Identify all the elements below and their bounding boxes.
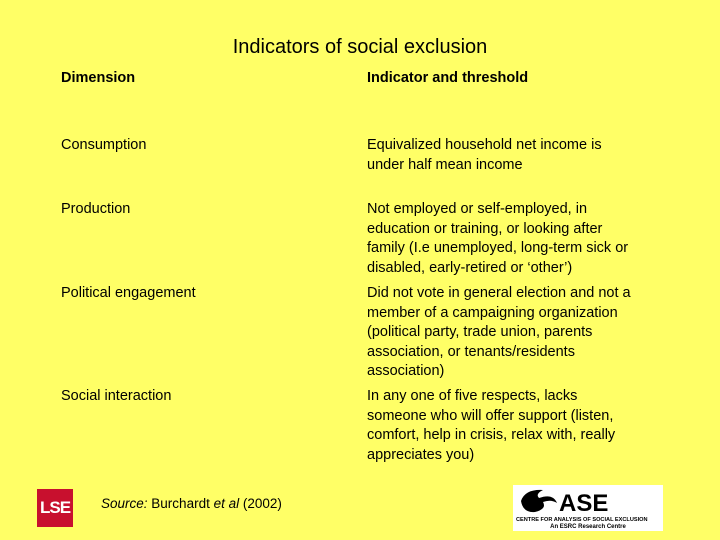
page-title: Indicators of social exclusion	[232, 36, 488, 58]
indicator-line: association)	[367, 363, 445, 379]
row-dimension: Political engagement	[61, 285, 196, 301]
indicator-line: Equivalized household net income is	[367, 137, 602, 153]
row-dimension: Social interaction	[61, 388, 172, 404]
indicator-line: association, or tenants/residents	[367, 343, 575, 360]
case-logo	[513, 485, 663, 531]
case-subtitle-line2: An ESRC Research Centre	[550, 524, 626, 530]
source-label: Source:	[101, 496, 148, 511]
row-indicator	[367, 200, 667, 278]
row-dimension: Consumption	[61, 137, 147, 153]
indicator-line: Not employed or self-employed, in	[367, 201, 588, 217]
source-etal: et al	[213, 496, 240, 511]
indicator-line: appreciates you)	[367, 446, 475, 463]
row-indicator	[367, 387, 667, 465]
source-authors: Burchardt	[151, 496, 210, 511]
indicator-line: member of a campaigning organization	[367, 304, 618, 321]
indicator-line: disabled, early-retired or ‘other’)	[367, 259, 573, 276]
indicator-line: (political party, trade union, parents	[367, 324, 593, 340]
indicator-line: someone who will offer support (listen,	[367, 407, 614, 424]
indicator-line: family (I.e unemployed, long-term sick or	[367, 240, 629, 256]
source-citation	[101, 496, 282, 511]
source-year: (2002)	[242, 496, 282, 511]
indicator-line: comfort, help in crisis, relax with, really	[367, 427, 616, 443]
case-logo-graphic	[513, 485, 663, 531]
row-dimension: Production	[61, 201, 131, 217]
row-indicator	[367, 284, 667, 382]
indicator-line: education or training, or looking after	[367, 220, 603, 237]
indicator-line: In any one of five respects, lacks	[367, 388, 578, 404]
case-wordmark: ASE	[559, 490, 609, 517]
header-dimension: Dimension	[61, 70, 136, 86]
header-indicator: Indicator and threshold	[367, 70, 529, 86]
indicator-line: under half mean income	[367, 156, 523, 173]
case-subtitle-line1: CENTRE FOR ANALYSIS OF SOCIAL EXCLUSION	[516, 517, 648, 523]
indicator-line: Did not vote in general election and not a	[367, 285, 631, 301]
row-indicator	[367, 136, 667, 175]
lse-logo: LSE	[37, 489, 73, 527]
